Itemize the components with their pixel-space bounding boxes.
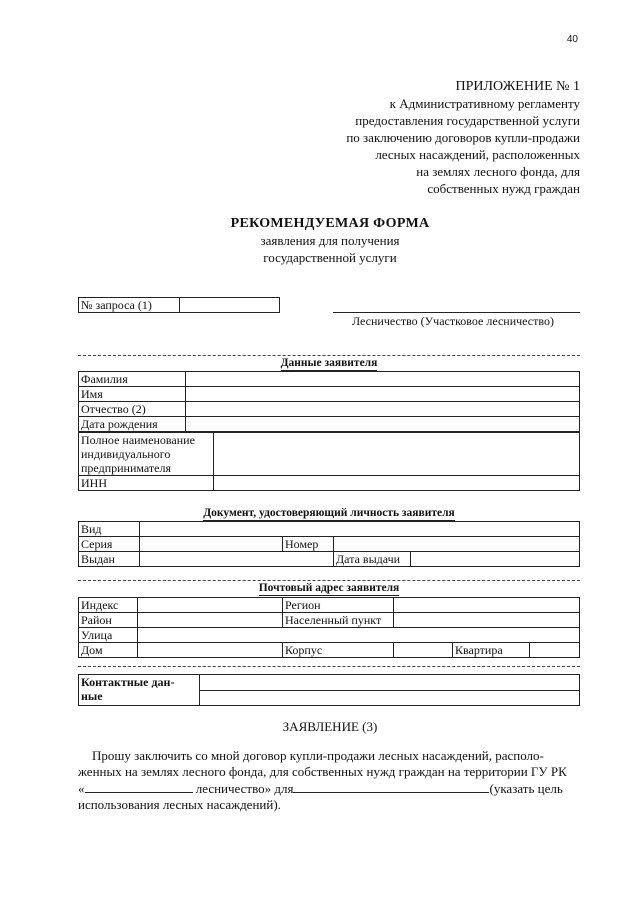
page-number: 40 — [566, 34, 578, 45]
statement-title: ЗАЯВЛЕНИЕ (3) — [282, 719, 378, 734]
document-issued-field[interactable] — [140, 552, 334, 567]
region-field[interactable] — [394, 598, 580, 613]
forestry-caption: Лесничество (Участковое лесничество) — [352, 314, 554, 328]
form-title: РЕКОМЕНДУЕМАЯ ФОРМА — [230, 216, 430, 231]
birth-date-label: Дата рождения — [79, 417, 186, 432]
appendix-line: собственных нужд граждан — [427, 181, 580, 196]
inn-label: ИНН — [79, 476, 214, 491]
contacts-label: Контактные дан- ные — [79, 675, 200, 706]
purpose-blank[interactable] — [293, 780, 489, 793]
index-label: Индекс — [79, 598, 138, 613]
contacts-field-2[interactable] — [200, 690, 580, 706]
form-heading — [0, 216, 640, 266]
building-label: Корпус — [283, 643, 394, 658]
appendix-title: ПРИЛОЖЕНИЕ № 1 — [455, 79, 580, 94]
document-issue-date-field[interactable] — [411, 552, 580, 567]
locality-field[interactable] — [394, 613, 580, 628]
request-label: № запроса (1) — [79, 298, 180, 313]
street-field[interactable] — [138, 628, 580, 643]
street-label: Улица — [79, 628, 138, 643]
address-table — [78, 597, 580, 658]
appendix-line: к Административному регламенту — [389, 96, 580, 111]
applicant-table — [78, 371, 580, 432]
document-issue-date-label: Дата выдачи — [334, 552, 411, 567]
house-field[interactable] — [138, 643, 283, 658]
surname-label: Фамилия — [79, 372, 186, 387]
statement-line: Прошу заключить со мной договор купли-продажи лесных насаждений, располо- — [92, 748, 544, 763]
appendix-line: лесных насаждений, расположенных — [375, 147, 580, 162]
address-section-title: Почтовый адрес заявителя — [258, 582, 400, 594]
birth-date-field[interactable] — [186, 417, 580, 432]
section-divider — [78, 580, 580, 581]
document-number-label: Номер — [283, 537, 334, 552]
appendix-line: на землях лесного фонда, для — [416, 164, 580, 179]
form-subtitle: государственной услуги — [263, 250, 397, 265]
index-field[interactable] — [138, 598, 283, 613]
appendix-line: предоставления государственной услуги — [355, 113, 580, 128]
forestry-line[interactable] — [333, 312, 580, 313]
contacts-table — [78, 674, 580, 706]
document-section-title: Документ, удостоверяющий личность заявителя — [203, 507, 455, 519]
apartment-field[interactable] — [530, 643, 580, 658]
document-series-field[interactable] — [140, 537, 283, 552]
building-field[interactable] — [394, 643, 453, 658]
surname-field[interactable] — [186, 372, 580, 387]
forestry-name-blank[interactable] — [85, 780, 193, 793]
request-number-field[interactable] — [180, 298, 280, 313]
document-number-field[interactable] — [334, 537, 580, 552]
section-divider — [78, 666, 580, 667]
applicant-table-2 — [78, 432, 580, 491]
entrepreneur-label: Полное наименование индивидуального предпринимателя — [79, 433, 214, 476]
apartment-label: Квартира — [453, 643, 530, 658]
statement-body — [78, 748, 576, 813]
section-divider — [78, 355, 580, 356]
applicant-section-title: Данные заявителя — [280, 357, 378, 369]
document-type-field[interactable] — [140, 522, 580, 537]
appendix-block — [260, 78, 580, 197]
district-field[interactable] — [138, 613, 283, 628]
document-issued-label: Выдан — [79, 552, 140, 567]
patronymic-label: Отчество (2) — [79, 402, 186, 417]
form-subtitle: заявления для получения — [260, 233, 400, 248]
document-table — [78, 521, 580, 567]
statement-line-3: « лесничество» для (указать цель — [78, 781, 563, 796]
patronymic-field[interactable] — [186, 402, 580, 417]
document-series-label: Серия — [79, 537, 140, 552]
contacts-field-1[interactable] — [200, 675, 580, 691]
name-field[interactable] — [186, 387, 580, 402]
appendix-line: по заключению договоров купли-продажи — [346, 130, 580, 145]
document-type-label: Вид — [79, 522, 140, 537]
entrepreneur-name-field[interactable] — [214, 433, 580, 476]
locality-label: Населенный пункт — [283, 613, 394, 628]
inn-field[interactable] — [214, 476, 580, 491]
district-label: Район — [79, 613, 138, 628]
house-label: Дом — [79, 643, 138, 658]
statement-line: женных на землях лесного фонда, для собственных нужд граждан на территории ГУ РК — [78, 764, 567, 779]
request-table — [78, 297, 280, 313]
region-label: Регион — [283, 598, 394, 613]
name-label: Имя — [79, 387, 186, 402]
statement-line: использования лесных насаждений). — [78, 797, 281, 812]
